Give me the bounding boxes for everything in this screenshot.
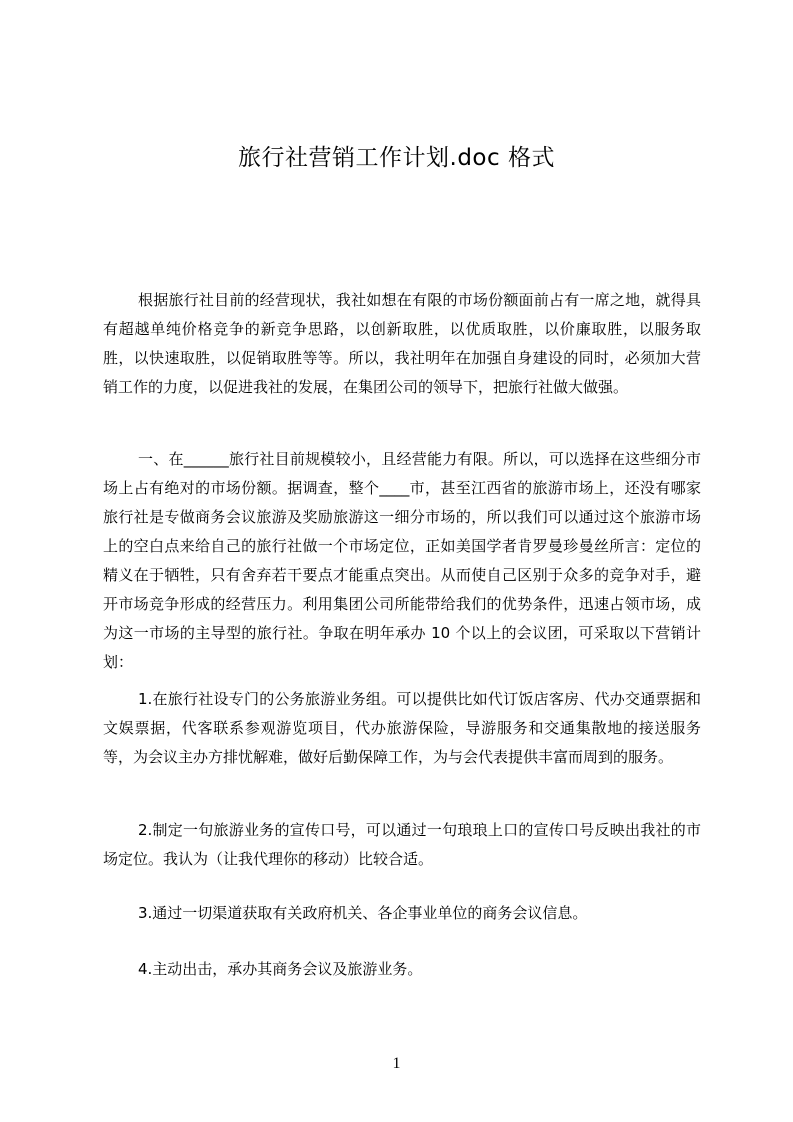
paragraph-intro: 根据旅行社目前的经营现状，我社如想在有限的市场份额面前占有一席之地，就得具有超越单纯价格竞争的新竞争思路，以创新取胜，以优质取胜，以价廉取胜，以服务取胜，以快速取胜，以促销取胜等等。所以，我社明年在加强自身建设的同时，必须加大营销工作的力度，以促进我社的发展，在集团公司的领导下，把旅行社做大做强。 bbox=[103, 291, 701, 396]
paragraph-plan-item-1: 1.在旅行社设专门的公务旅游业务组。可以提供比如代订饭店客房、代办交通票据和文娱票据，代客联系参观游览项目，代办旅游保险，导游服务和交通集散地的接送服务等，为会议主办方排忧解难，做好后勤保障工作，为与会代表提供丰富而周到的服务。 bbox=[103, 690, 701, 766]
paragraph-plan-item-3: 3.通过一切渠道获取有关政府机关、各企事业单位的商务会议信息。 bbox=[138, 904, 588, 922]
paragraph-plan-item-2: 2.制定一句旅游业务的宣传口号，可以通过一句琅琅上口的宣传口号反映出我社的市场定位。我认为（让我代理你的移动）比较合适。 bbox=[103, 821, 701, 868]
paragraph-section-one: 一、在______旅行社目前规模较小，且经营能力有限。所以，可以选择在这些细分市场上占有绝对的市场份额。据调查，整个____市，甚至江西省的旅游市场上，还没有哪家旅行社是专做商务会议旅游及奖励旅游这一细分市场的，所以我们可以通过这个旅游市场上的空白点来给自己的旅行社做一个市场定位，正如美国学者肯罗曼珍曼丝所言：定位的精义在于牺牲，只有舍弃若干要点才能重点突出。从而使自己区别于众多的竞争对手，避开市场竞争形成的经营压力。利用集团公司所能带给我们的优势条件，迅速占领市场，成为这一市场的主导型的旅行社。争取在明年承办 10 个以上的会议团，可采取以下营销计划： bbox=[103, 450, 701, 671]
document-title: 旅行社营销工作计划.doc 格式 bbox=[238, 145, 555, 171]
paragraph-plan-item-4: 4.主动出击，承办其商务会议及旅游业务。 bbox=[138, 960, 423, 978]
page-number: 1 bbox=[392, 1055, 401, 1072]
